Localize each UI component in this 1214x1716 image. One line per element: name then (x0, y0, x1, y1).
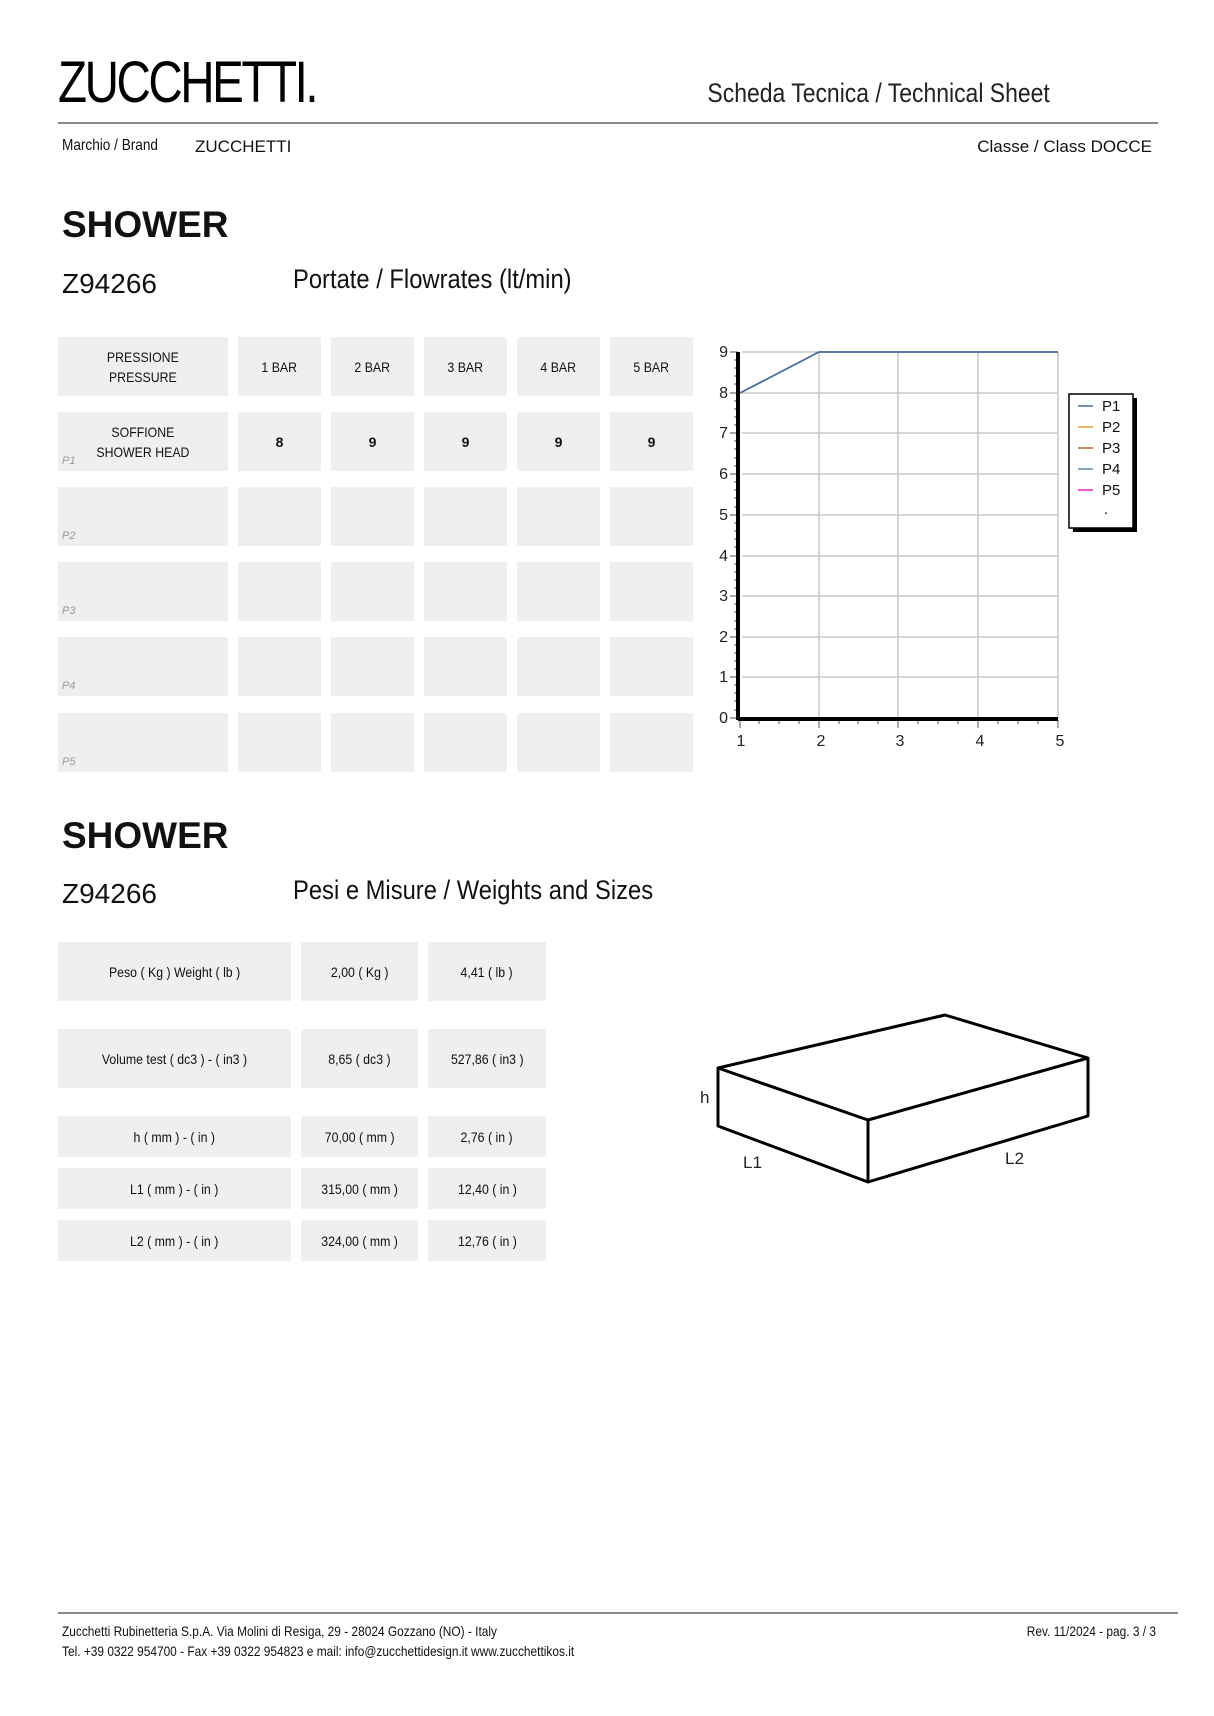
flow-value (331, 562, 414, 621)
brand-logo: ZUCCHETTI. (58, 50, 317, 115)
footer-revision: Rev. 11/2024 - pag. 3 / 3 (1026, 1623, 1156, 1639)
svg-text:P2: P2 (1102, 419, 1121, 436)
flow-value (238, 713, 321, 772)
flow-value (424, 562, 507, 621)
svg-text:1: 1 (736, 733, 746, 750)
column-header: 5 BAR (610, 337, 693, 396)
header-divider (58, 122, 1158, 124)
svg-text:0: 0 (719, 710, 728, 727)
brand-label: Marchio / Brand (62, 137, 158, 154)
l2-imperial: 12,76 ( in ) (428, 1220, 546, 1261)
section-title-flow: SHOWER (62, 204, 229, 245)
class-label: Classe / Class DOCCE (977, 137, 1152, 156)
weights-subtitle: Pesi e Misure / Weights and Sizes (293, 875, 654, 905)
flow-value (331, 637, 414, 696)
chart-legend (1069, 394, 1137, 532)
svg-text:6: 6 (719, 466, 728, 483)
flow-value: 9 (517, 412, 600, 471)
svg-text:5: 5 (1055, 733, 1065, 750)
x-ticks (740, 720, 1058, 728)
l2-label-diagram: L2 (1005, 1149, 1024, 1168)
table-row-label: P5 (58, 713, 228, 772)
section-title-weights: SHOWER (62, 815, 229, 856)
column-header: 1 BAR (238, 337, 321, 396)
footer-address: Zucchetti Rubinetteria S.p.A. Via Molini di Resiga, 29 - 28024 Gozzano (NO) - Italy (62, 1623, 498, 1639)
flow-value: 9 (331, 412, 414, 471)
sheet-title: Scheda Tecnica / Technical Sheet (707, 78, 1050, 108)
footer-contacts: Tel. +39 0322 954700 - Fax +39 0322 954823 e mail: info@zucchettidesign.it www.zucchettikos.it (62, 1643, 575, 1659)
flow-value (424, 487, 507, 546)
l1-label: L1 ( mm ) - ( in ) (58, 1168, 291, 1209)
table-row-label: P4 (58, 637, 228, 696)
flow-value: 8 (238, 412, 321, 471)
flowrate-chart (700, 330, 1160, 760)
column-header: 3 BAR (424, 337, 507, 396)
flow-value (238, 637, 321, 696)
height-metric: 70,00 ( mm ) (301, 1116, 418, 1157)
svg-text:1: 1 (719, 669, 728, 686)
svg-text:P4: P4 (1102, 461, 1121, 478)
svg-text:2: 2 (816, 733, 826, 750)
flow-value: 9 (610, 412, 693, 471)
svg-text:P5: P5 (1102, 482, 1121, 499)
volume-imperial: 527,86 ( in3 ) (428, 1029, 546, 1088)
flowrates-subtitle: Portate / Flowrates (lt/min) (293, 264, 572, 294)
l1-label-diagram: L1 (743, 1153, 762, 1172)
flow-value (517, 562, 600, 621)
weight-label: Peso ( Kg ) Weight ( lb ) (58, 942, 291, 1001)
flow-value (610, 487, 693, 546)
flow-value: 9 (424, 412, 507, 471)
flow-value (424, 713, 507, 772)
l2-label: L2 ( mm ) - ( in ) (58, 1220, 291, 1261)
column-header: 2 BAR (331, 337, 414, 396)
svg-text:9: 9 (719, 344, 728, 361)
svg-text:4: 4 (719, 548, 728, 565)
flow-value (517, 487, 600, 546)
column-header: 4 BAR (517, 337, 600, 396)
flow-value (238, 562, 321, 621)
flow-value (517, 713, 600, 772)
l1-imperial: 12,40 ( in ) (428, 1168, 546, 1209)
height-label: h ( mm ) - ( in ) (58, 1116, 291, 1157)
table-row-label: P3 (58, 562, 228, 621)
height-imperial: 2,76 ( in ) (428, 1116, 546, 1157)
volume-metric: 8,65 ( dc3 ) (301, 1029, 418, 1088)
svg-text:.: . (1104, 501, 1109, 518)
footer-divider (58, 1612, 1178, 1614)
flow-value (517, 637, 600, 696)
svg-text:5: 5 (719, 507, 728, 524)
product-code-flow: Z94266 (62, 268, 157, 299)
product-code-weights: Z94266 (62, 878, 157, 909)
volume-label: Volume test ( dc3 ) - ( in3 ) (58, 1029, 291, 1088)
l2-metric: 324,00 ( mm ) (301, 1220, 418, 1261)
table-row-label: P2 (58, 487, 228, 546)
dimension-diagram (680, 1000, 1120, 1200)
series-p1-line (740, 352, 1058, 393)
svg-text:8: 8 (719, 385, 728, 402)
svg-text:3: 3 (719, 588, 728, 605)
table-row-label: SOFFIONE SHOWER HEAD P1 (58, 412, 228, 471)
y-tick-labels (719, 344, 728, 727)
flow-value (610, 562, 693, 621)
x-tick-labels (737, 733, 1065, 750)
row-tag: P1 (62, 455, 76, 467)
flow-value (331, 713, 414, 772)
svg-text:4: 4 (975, 733, 985, 750)
svg-text:P3: P3 (1102, 440, 1121, 457)
flow-value (610, 713, 693, 772)
l1-metric: 315,00 ( mm ) (301, 1168, 418, 1209)
weight-metric: 2,00 ( Kg ) (301, 942, 418, 1001)
chart-grid (742, 352, 1058, 718)
svg-text:2: 2 (719, 629, 728, 646)
h-label: h (700, 1088, 710, 1107)
flow-value (424, 637, 507, 696)
flow-value (610, 637, 693, 696)
flow-value (238, 487, 321, 546)
pressure-header-cell: PRESSIONE PRESSURE (58, 337, 228, 396)
svg-text:P1: P1 (1102, 398, 1121, 415)
brand-value: ZUCCHETTI (195, 137, 292, 156)
svg-text:7: 7 (719, 425, 728, 442)
svg-text:3: 3 (895, 733, 905, 750)
weight-imperial: 4,41 ( lb ) (428, 942, 546, 1001)
flow-value (331, 487, 414, 546)
